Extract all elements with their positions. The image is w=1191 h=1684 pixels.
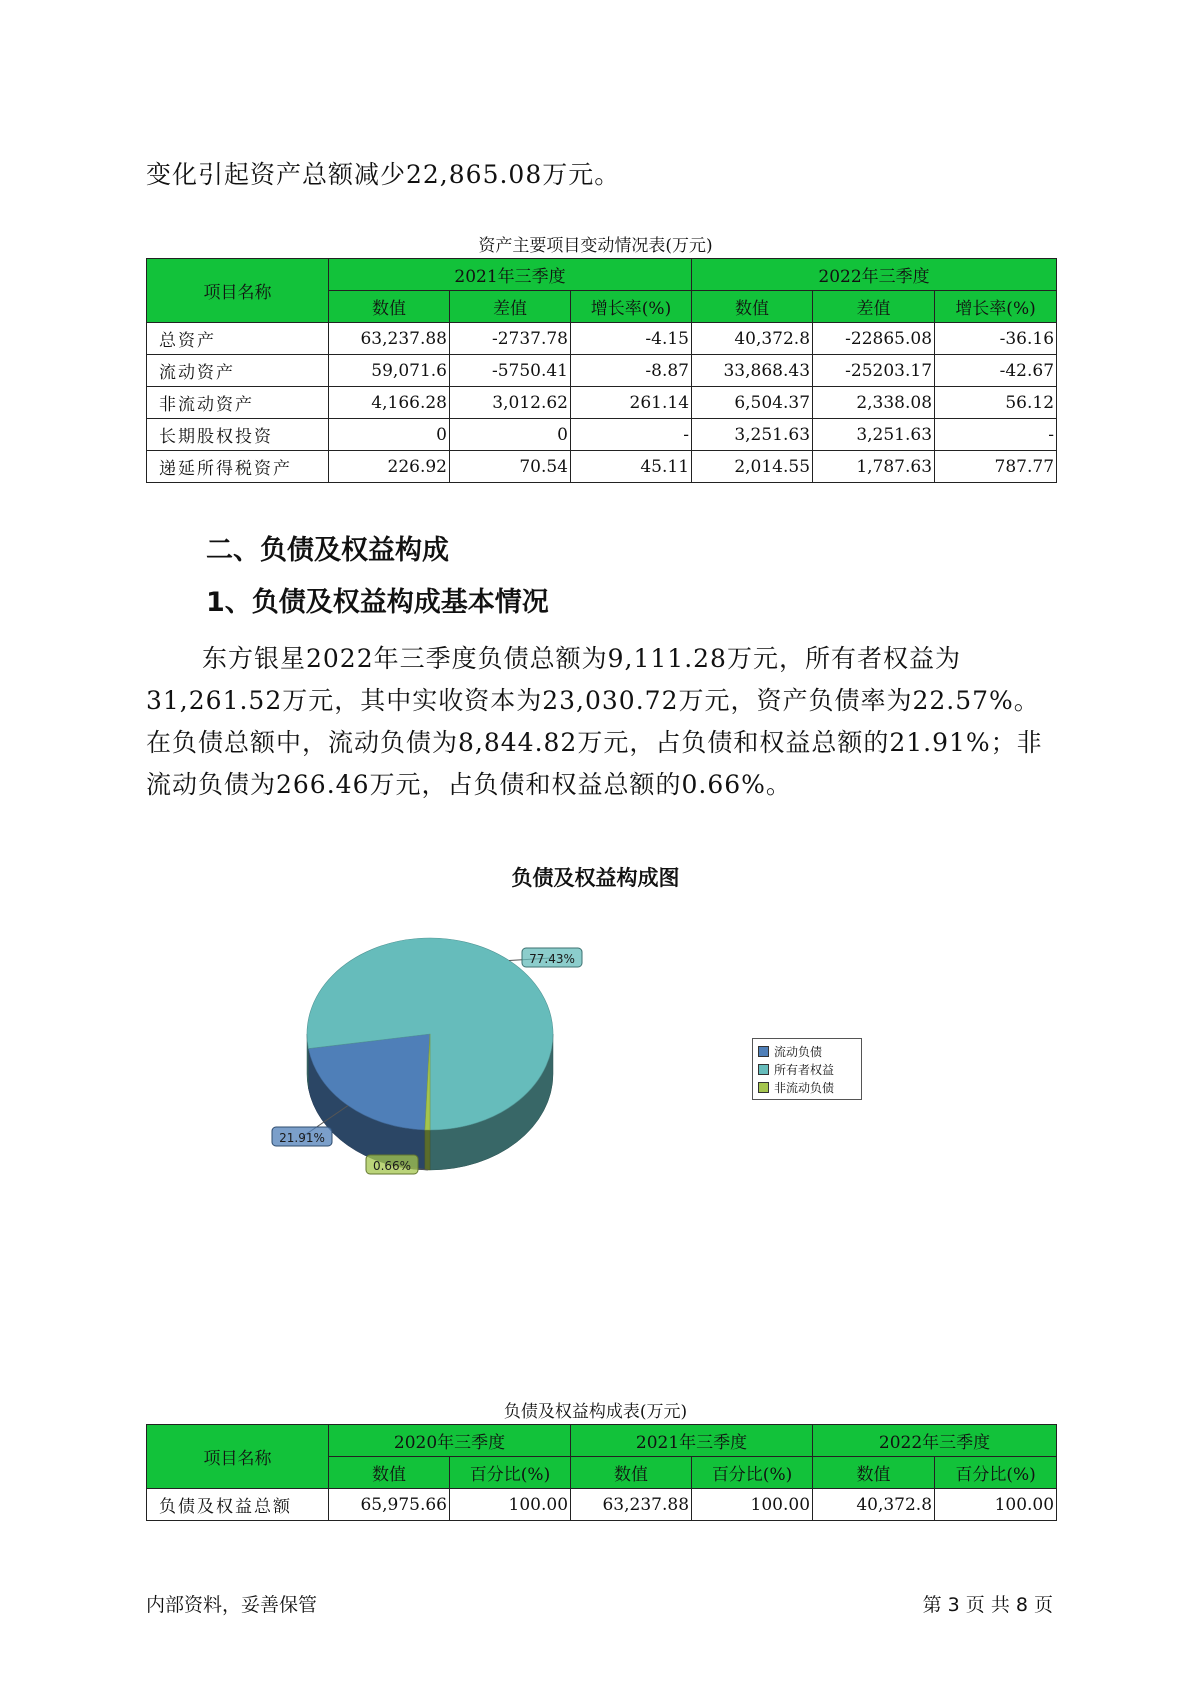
cell: 40,372.8: [813, 1489, 935, 1521]
table-row: [147, 1489, 1057, 1521]
legend-item: [758, 1078, 856, 1096]
legend-swatch: [758, 1046, 769, 1057]
legend-swatch: [758, 1064, 769, 1075]
asset-table-caption: 资产主要项目变动情况表(万元): [478, 236, 713, 256]
cell: 787.77: [935, 451, 1057, 483]
cell: -: [935, 419, 1057, 451]
row-name: 负债及权益总额: [147, 1489, 329, 1521]
section-paragraph: 东方银星2022年三季度负债总额为9,111.28万元，所有者权益为31,261.52万元，其中实收资本为23,030.72万元，资产负债率为22.57%。在负债总额中，流动负债为8,844.82万元，占负债和权益总额的21.91%；非流动负债为266.46万元，占负债和权益总额的0.66%。: [146, 644, 1043, 799]
asset-sub-header: 增长率(%): [935, 291, 1057, 323]
row-name: 总资产: [147, 323, 329, 355]
cell: 261.14: [571, 387, 692, 419]
footer-left: 内部资料，妥善保管: [146, 1594, 318, 1616]
cell: 3,251.63: [692, 419, 813, 451]
cell: 0: [450, 419, 571, 451]
cell: 100.00: [935, 1489, 1057, 1521]
chart-legend: [752, 1038, 862, 1100]
cell: 65,975.66: [329, 1489, 450, 1521]
asset-col-item: 项目名称: [147, 259, 329, 323]
legend-label: 非流动负债: [774, 1080, 835, 1095]
asset-sub-header: 数值: [692, 291, 813, 323]
row-name: 递延所得税资产: [147, 451, 329, 483]
cell: 3,251.63: [813, 419, 935, 451]
cell: 6,504.37: [692, 387, 813, 419]
cell: -8.87: [571, 355, 692, 387]
cell: 3,012.62: [450, 387, 571, 419]
cell: -36.16: [935, 323, 1057, 355]
cell: 40,372.8: [692, 323, 813, 355]
equity-sub-header: 百分比(%): [692, 1457, 813, 1489]
cell: 100.00: [692, 1489, 813, 1521]
pie-data-label: 21.91%: [279, 1131, 325, 1145]
cell: -22865.08: [813, 323, 935, 355]
cell: 70.54: [450, 451, 571, 483]
chart-title: 负债及权益构成图: [511, 866, 680, 890]
asset-sub-header: 增长率(%): [571, 291, 692, 323]
cell: 0: [329, 419, 450, 451]
equity-sub-header: 百分比(%): [935, 1457, 1057, 1489]
asset-sub-header: 数值: [329, 291, 450, 323]
cell: 1,787.63: [813, 451, 935, 483]
cell: -5750.41: [450, 355, 571, 387]
cell: 226.92: [329, 451, 450, 483]
legend-swatch: [758, 1082, 769, 1093]
equity-period-2022: 2022年三季度: [813, 1425, 1057, 1457]
pie-data-label: 0.66%: [372, 1159, 412, 1173]
equity-sub-header: 百分比(%): [450, 1457, 571, 1489]
footer-page-number: 第 3 页 共 8 页: [922, 1594, 1053, 1616]
equity-table-caption: 负债及权益构成表(万元): [503, 1402, 688, 1422]
cell: -2737.78: [450, 323, 571, 355]
cell: 2,338.08: [813, 387, 935, 419]
cell: -: [571, 419, 692, 451]
pie-side-非流动负债: [425, 1130, 430, 1170]
legend-label: 所有者权益: [774, 1062, 835, 1077]
asset-period-2022: 2022年三季度: [692, 259, 1057, 291]
equity-table: [146, 1424, 1057, 1521]
cell: 33,868.43: [692, 355, 813, 387]
pie-data-label: 77.43%: [529, 952, 575, 966]
cell: 100.00: [450, 1489, 571, 1521]
equity-period-2020: 2020年三季度: [329, 1425, 571, 1457]
cell: 59,071.6: [329, 355, 450, 387]
row-name: 流动资产: [147, 355, 329, 387]
intro-text: 变化引起资产总额减少22,865.08万元。: [146, 160, 621, 189]
asset-sub-header: 差值: [450, 291, 571, 323]
section-heading: 二、负债及权益构成: [206, 535, 449, 566]
row-name: 长期股权投资: [147, 419, 329, 451]
equity-sub-header: 数值: [813, 1457, 935, 1489]
cell: 63,237.88: [571, 1489, 692, 1521]
cell: -25203.17: [813, 355, 935, 387]
asset-period-2021: 2021年三季度: [329, 259, 692, 291]
legend-label: 流动负债: [774, 1044, 823, 1059]
legend-item: [758, 1060, 856, 1078]
cell: -42.67: [935, 355, 1057, 387]
cell: 45.11: [571, 451, 692, 483]
row-name: 非流动资产: [147, 387, 329, 419]
cell: 2,014.55: [692, 451, 813, 483]
cell: 4,166.28: [329, 387, 450, 419]
legend-item: [758, 1042, 856, 1060]
section-subheading: 1、负债及权益构成基本情况: [206, 587, 549, 618]
equity-col-item: 项目名称: [147, 1425, 329, 1489]
cell: 63,237.88: [329, 323, 450, 355]
equity-period-2021: 2021年三季度: [571, 1425, 813, 1457]
cell: -4.15: [571, 323, 692, 355]
asset-sub-header: 差值: [813, 291, 935, 323]
equity-sub-header: 数值: [571, 1457, 692, 1489]
equity-sub-header: 数值: [329, 1457, 450, 1489]
cell: 56.12: [935, 387, 1057, 419]
